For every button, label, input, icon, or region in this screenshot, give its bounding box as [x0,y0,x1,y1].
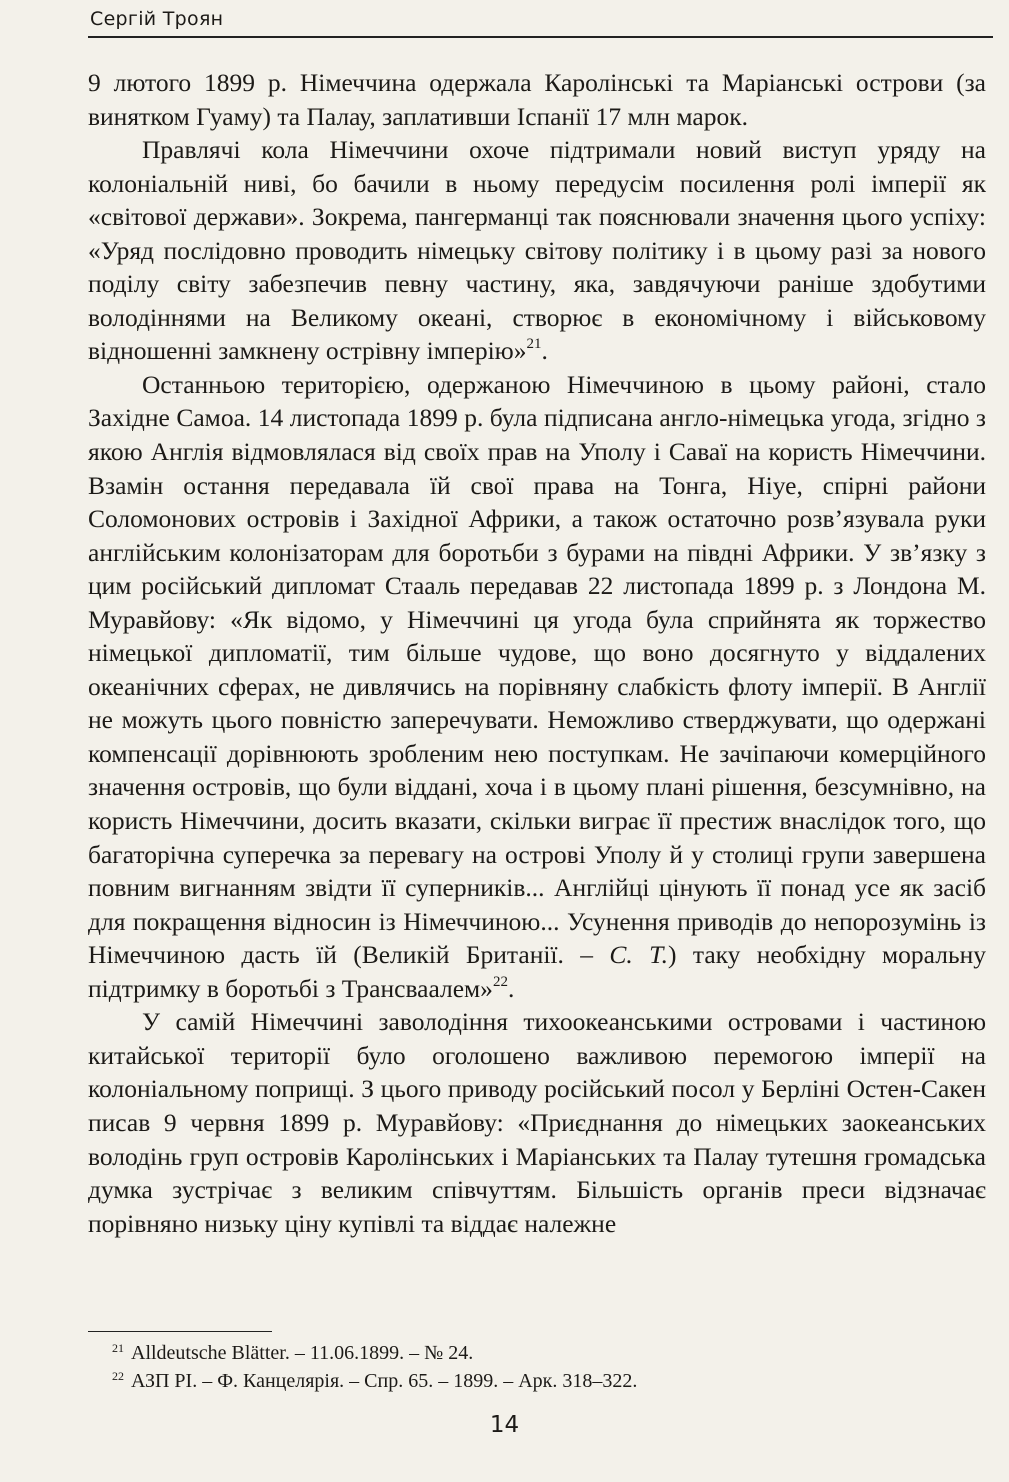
footnote-21-number: 21 [112,1340,124,1355]
paragraph-3: Останньою територією, одержаною Німеччиною в цьому районі, стало Західне Самоа. 14 листопада 1899 р. була підписана англо-німецька угода, згідно з якою Англія відмовлялася від своїх прав на Уполу і Саваї на користь Німеччини. Взамін остання передавала їй свої права на Тонга, Ніуе, спірні райони Соломонових островів і Західної Африки, а також остаточно розв’язувала руки англійським колонізаторам для боротьби з бурами на півдні Африки. У зв’язку з цим російський дипломат Стааль передавав 22 листопада 1899 р. з Лондона М. Муравйову: «Як відомо, у Німеччині ця угода була сприйнята як торжество німецької дипломатії, тим більше чудове, що воно досягнуто у віддалених океанічних сферах, не дивлячись на порівняну слабкість флоту імперії. В Англії не можуть цього повністю заперечувати. Неможливо стверджувати, що одержані компенсації дорівнюють зробленим нею поступкам. Не зачіпаючи комерційного значення островів, що були віддані, хоча і в цьому плані рішення, безсумнівно, на користь Німеччини, досить вказати, скільки виграє її престиж внаслідок того, що багаторічна суперечка за перевагу на острові Уполу й у столиці групи завершена повним вигнанням звідти її суперників... Англійці цінують її понад усе як засіб для покращення відносин із Німеччиною... Усунення приводів до непорозумінь із Німеччиною дасть їй (Великій Британії. – С. Т.) таку необхідну моральну підтримку в боротьбі з Трансваалем»$^{22}$. [88,369,986,1003]
page-number: 14 [489,1412,520,1438]
running-header-author: Сергій Троян [90,8,224,30]
paragraph-1 [88,66,986,133]
paragraph-3-text-before: Останньою територією, одержаною Німеччиною в цьому районі, стало Західне Самоа. 14 листопада 1899 р. була підписана англо-німецька угода, згідно з якою Англія відмовлялася від своїх прав на Уполу і Саваї на користь Німеччини. Взамін остання передавала їй свої права на Тонга, Ніуе, спірні райони Соломонових островів і Західної Африки, а також остаточно розв’язувала руки англійським колонізаторам для боротьби з бурами на півдні Африки. У зв’язку з цим російський дипломат Стааль передавав 22 листопада 1899 р. з Лондона М. Муравйову: «Як відомо, у Німеччині ця угода була сприйнята як торжество німецької дипломатії, тим більше чудове, що воно досягнуто у віддалених океанічних сферах, не дивлячись на порівняну слабкість флоту імперії. В Англії не можуть цього повністю заперечувати. Неможливо стверджувати, що одержані компенсації дорівнюють зробленим нею поступкам. Не зачіпаючи комерційного значення островів, що були віддані, хоча і в цьому плані рішення, безсумнівно, на користь Німеччини, досить вказати, скільки виграє її престиж внаслідок того, що багаторічна суперечка за перевагу на острові Уполу й у столиці групи завершена повним вигнанням звідти її суперників... Англійці цінують її понад усе як засіб для покращення відносин із Німеччиною... Усунення приводів до непорозумінь із Німеччиною дасть їй (Великій Британії. – [88,369,986,970]
paragraph-2: Правлячі кола Німеччини охоче підтримали новий виступ уряду на колоніальній ниві, бо бачили в ньому передусім посилення ролі імперії як «світової держави». Зокрема, пангерманці так пояснювали значення цього успіху: «Уряд послідовно проводить німецьку світову політику і в цьому разі за нового поділу світу забезпечив певну частину, яка, завдячуючи раніше здобутими володіннями на Великому океані, створює в економічному і військовому відношенні замкнену острівну імперію»$^{21}$. [88,135,986,366]
paragraph-1-text: 9 лютого 1899 р. Німеччина одержала Каролінські та Маріанські острови (за винятком Гуаму) та Палау, заплативши Іспанії 17 млн марок. [88,68,986,131]
paragraph-4-text: У самій Німеччині заволодіння тихоокеанськими островами і частиною китайської території було оголошено важливою перемогою імперії на колоніальному поприщі. З цього приводу російський посол у Берліні Остен-Сакен писав 9 червня 1899 р. Муравйову: «Приєднання до німецьких заокеанських володінь груп островів Каролінських і Маріанських та Палау тутешня громадська думка зустрічає з великим співчуттям. Більшість органів преси відзначає порівняно низьку ціну купівлі та віддає належне [88,1007,986,1238]
footnote-22-number: 22 [112,1368,124,1383]
paragraph-4 [88,1005,986,1240]
footnote-ref-22: 22 [492,973,508,990]
footnote-21 [112,1339,972,1367]
body-text [88,66,986,1240]
editor-initials: С. Т. [609,940,669,970]
footnote-22 [112,1367,972,1395]
footnote-separator [88,1331,272,1332]
footnotes [112,1339,972,1395]
running-header [88,6,993,38]
paragraph-2-text: Правлячі кола Німеччини охоче підтримали новий виступ уряду на колоніальній ниві, бо бачили в ньому передусім посилення ролі імперії як «світової держави». Зокрема, пангерманці так пояснювали значення цього успіху: «Уряд послідовно проводить німецьку світову політику і в цьому разі за нового поділу світу забезпечив певну частину, яка, завдячуючи раніше здобутими володіннями на Великому океані, створює в економічному і військовому відношенні замкнену острівну імперію» [88,135,986,366]
footnote-21-text: Alldeutsche Blätter. – 11.06.1899. – № 24. [131,1342,474,1364]
footnote-22-text: АЗП РІ. – Ф. Канцелярія. – Спр. 65. – 1899. – Арк. 318–322. [131,1370,638,1392]
footnote-ref-21: 21 [526,336,542,353]
paragraph-3-text-after: ) таку необхідну моральну підтримку в боротьбі з Трансваалем» [88,940,986,1003]
